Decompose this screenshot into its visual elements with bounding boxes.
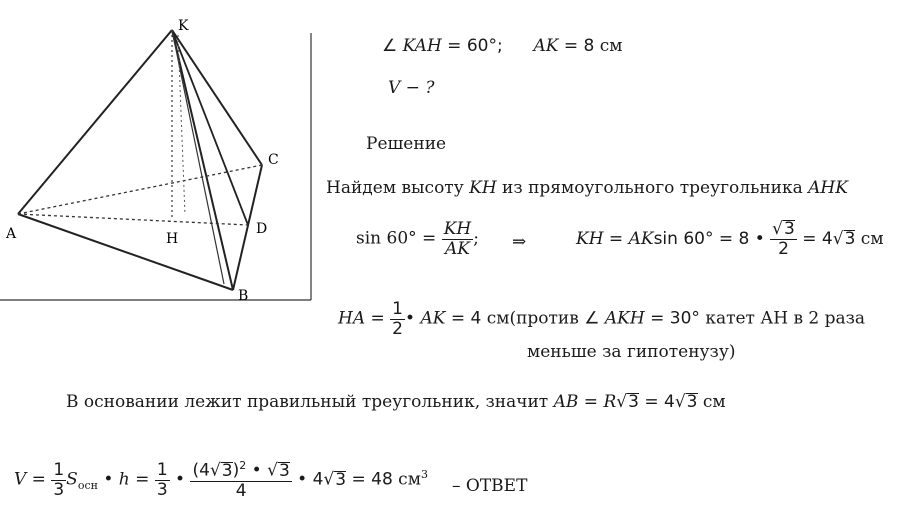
kh-result: = 4 — [796, 228, 833, 249]
v-s-sub: осн — [77, 478, 98, 492]
v-frac-num: $(4√3)^2$ • √3 — [192, 459, 290, 481]
v-frac-num-sqrt: 3 — [221, 460, 233, 481]
base-ab: AB — [553, 392, 579, 412]
ha-text-rest: катет АН в 2 раза — [705, 308, 866, 329]
sin-equation — [356, 220, 479, 258]
v-frac-num-pow: 2 — [239, 459, 247, 472]
ha-angle: AKH — [604, 308, 645, 329]
kh-ak: AK — [628, 228, 654, 249]
edge-AC-dashed — [18, 165, 262, 214]
base-val-sqrt: 3 — [686, 392, 698, 412]
sin-left: sin 60° = — [356, 228, 442, 249]
ha-angle-symbol: ∠ — [584, 308, 600, 329]
ha-val: = 4 — [445, 308, 487, 329]
edge-KA — [18, 30, 172, 214]
ha-num: 1 — [392, 299, 403, 319]
v-frac-num-c: • — [246, 460, 268, 481]
v-frac-num-sqrt2: 3 — [278, 460, 290, 481]
v-num2: 1 — [156, 459, 168, 480]
ha-angle-val: = 30° — [644, 308, 706, 329]
base-text: В основании лежит правильный треугольник, значит — [66, 392, 554, 412]
label-D: D — [256, 221, 268, 237]
step1-text2: из прямоугольного треугольника — [496, 178, 809, 198]
volume-equation: V = $\frac{1}{3}$ $S_{осн}$ • h = $\frac{1}{3}$ • $\frac{(4√3)^2 • √3}{4}$ • 4√3 = 48 $см^3$ — [14, 459, 428, 501]
v-result: = 48 — [346, 469, 393, 490]
kh-equation: KH = AKsin 60° = 8 • $\frac{√3}{2}$ = 4√3 см — [576, 219, 884, 259]
pyramid-figure — [0, 0, 320, 310]
v-unit: см — [392, 469, 421, 490]
kh-frac-den: 2 — [778, 238, 789, 259]
kh-unit: см — [855, 228, 884, 249]
given-find: V − ? — [388, 78, 435, 98]
v-dot-h: • — [97, 469, 119, 490]
label-K: K — [178, 18, 189, 34]
v-frac-num-a: (4 — [192, 460, 210, 481]
step1-line — [326, 178, 848, 198]
kh-eq1: = — [603, 228, 629, 249]
ha-lhs: HA — [338, 308, 366, 329]
v-den2: 3 — [156, 479, 168, 500]
step1-var2: AHK — [808, 178, 848, 198]
given-angle-line — [382, 36, 623, 56]
label-H: H — [166, 231, 179, 247]
v-num1: 1 — [53, 459, 65, 480]
v-frac-den: 4 — [235, 480, 247, 501]
kh-lhs: KH — [576, 228, 604, 249]
ha-line2: меньше за гипотенузу) — [527, 342, 736, 362]
ha-unit-rest: см(против — [486, 308, 585, 329]
v-s: S — [66, 469, 78, 490]
v-eq2: = — [129, 469, 155, 490]
sin-semicolon: ; — [473, 228, 479, 249]
kh-fraction — [770, 220, 797, 259]
step1-text: Найдем высоту — [326, 178, 470, 198]
v-h: h — [118, 469, 130, 490]
edge-KB — [172, 30, 233, 290]
edge-AB — [18, 214, 233, 290]
given-angle-name: KAH — [402, 36, 442, 56]
base-eq: = — [578, 392, 604, 412]
v-eq: = — [26, 469, 52, 490]
v-fraction2 — [155, 461, 170, 499]
label-B: B — [238, 288, 249, 304]
given-side-unit: см — [594, 36, 623, 56]
angle-symbol: ∠ — [382, 36, 398, 56]
v-frac-num-b: ) — [232, 460, 240, 481]
ha-den: 2 — [392, 318, 403, 339]
v-unit-pow: 3 — [420, 467, 428, 481]
sin-num: KH — [443, 219, 472, 239]
v-den1: 3 — [53, 479, 65, 500]
base-line: В основании лежит правильный треугольник, значит AB = R√3 = 4√3 см — [66, 392, 726, 412]
edge-AD-dashed — [18, 214, 248, 225]
v-fraction1 — [51, 461, 66, 499]
base-r: R — [603, 392, 617, 412]
given-angle-value: = 60°; — [441, 36, 503, 56]
ha-eq: = — [365, 308, 391, 329]
base-sqrt: 3 — [628, 392, 639, 412]
sin-den: AK — [444, 238, 470, 259]
ha-equation — [338, 300, 865, 338]
kh-frac-num: √3 — [772, 219, 795, 239]
ha-ak: AK — [420, 308, 446, 329]
implies-arrow: ⇒ — [512, 232, 527, 252]
sin-fraction — [442, 220, 474, 258]
v-sqrt3: 3 — [335, 469, 347, 490]
kh-sin: sin 60° = 8 • — [653, 228, 771, 249]
label-A: A — [6, 226, 17, 242]
kh-sqrt-num: 3 — [784, 219, 795, 239]
ha-fraction — [390, 300, 405, 338]
answer-label: – ОТВЕТ — [452, 476, 528, 496]
v-fraction3 — [190, 460, 291, 500]
ha-mid: • — [405, 308, 421, 329]
step1-var: KH — [469, 178, 497, 198]
v-lhs: V — [14, 469, 27, 490]
solution-heading: Решение — [366, 134, 447, 154]
v-dot2: • — [169, 469, 191, 490]
kh-result-sqrt: 3 — [844, 228, 856, 249]
label-C: C — [268, 152, 279, 168]
given-side-value: = 8 — [558, 36, 595, 56]
v-dot3: • 4 — [291, 469, 324, 490]
given-side-name: AK — [533, 36, 559, 56]
base-val: = 4 — [638, 392, 675, 412]
base-unit: см — [697, 392, 726, 412]
